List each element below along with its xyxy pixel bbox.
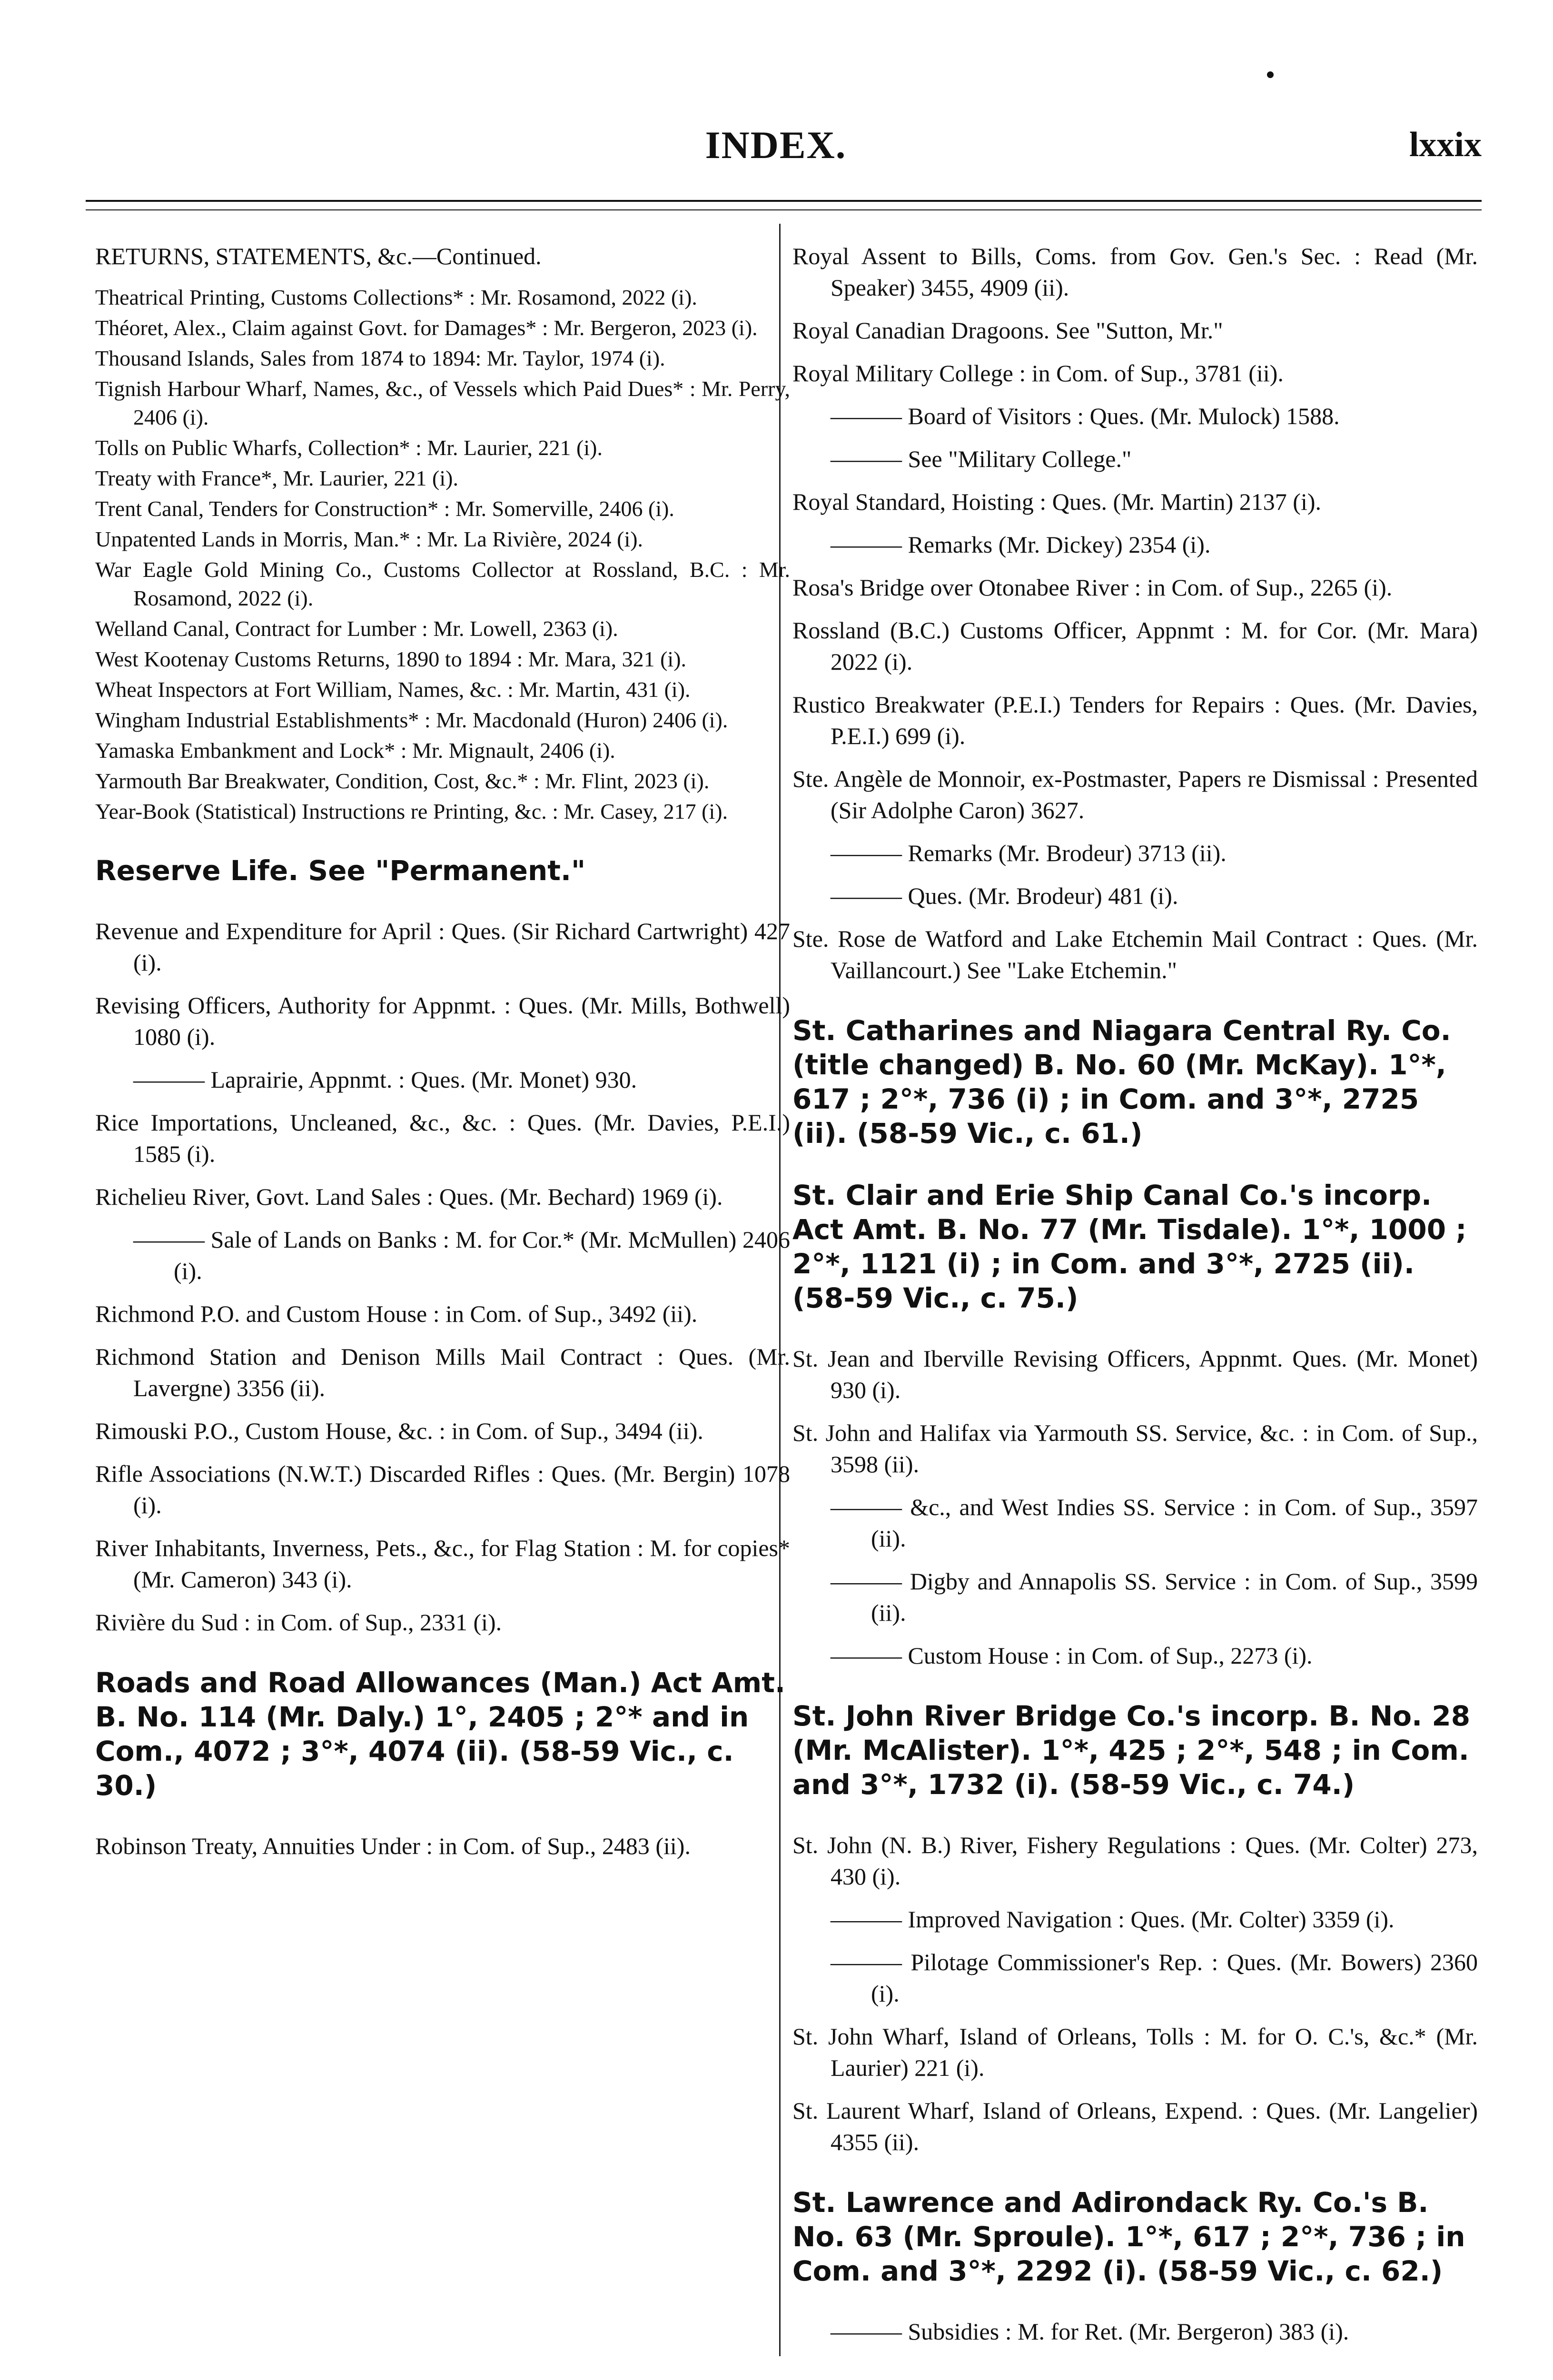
index-entry: War Eagle Gold Mining Co., Customs Collector at Rossland, B.C. : Mr. Rosamond, 2022 (i).	[95, 557, 790, 610]
page-speck	[1267, 71, 1274, 78]
index-entry: Yarmouth Bar Breakwater, Condition, Cost, &c.* : Mr. Flint, 2023 (i).	[95, 769, 710, 793]
index-entry: Rivière du Sud : in Com. of Sup., 2331 (i).	[95, 1609, 502, 1636]
sub-entry: ——— Laprairie, Appnmt. : Ques. (Mr. Monet) 930.	[133, 1066, 637, 1093]
sub-entry: ——— &c., and West Indies SS. Service : in Com. of Sup., 3597 (ii).	[831, 1494, 1478, 1552]
bill-entry: St. John River Bridge Co.'s incorp. B. No. 28 (Mr. McAlister). 1°*, 425 ; 2°*, 548 ; in Com. and 3°*, 1732 (i). (58-59 Vic., c. 74.)	[792, 1700, 1471, 1801]
index-entry: St. John and Halifax via Yarmouth SS. Service, &c. : in Com. of Sup., 3598 (ii).	[792, 1419, 1478, 1478]
sub-entry: ——— See "Military College."	[831, 446, 1132, 472]
index-entry: Trent Canal, Tenders for Construction* : Mr. Somerville, 2406 (i).	[95, 496, 674, 521]
index-entry: Rosa's Bridge over Otonabee River : in Com. of Sup., 2265 (i).	[792, 574, 1393, 601]
index-entry: West Kootenay Customs Returns, 1890 to 1894 : Mr. Mara, 321 (i).	[95, 647, 687, 671]
index-entry: Richmond P.O. and Custom House : in Com. of Sup., 3492 (ii).	[95, 1300, 698, 1327]
index-entry: River Inhabitants, Inverness, Pets., &c., for Flag Station : M. for copies* (Mr. Cameron) 343 (i).	[95, 1535, 790, 1593]
right-column	[792, 240, 1478, 2359]
index-entry: Ste. Rose de Watford and Lake Etchemin Mail Contract : Ques. (Mr. Vaillancourt.) See "Lake Etchemin."	[792, 925, 1478, 983]
index-entry: Royal Military College : in Com. of Sup., 3781 (ii).	[792, 360, 1284, 387]
index-entry: Yamaska Embankment and Lock* : Mr. Mignault, 2406 (i).	[95, 738, 615, 763]
header-rule-thin	[86, 209, 1482, 210]
header-rule-thick	[86, 200, 1482, 202]
index-entry: Revenue and Expenditure for April : Ques. (Sir Richard Cartwright) 427 (i).	[95, 918, 790, 976]
index-entry: Wheat Inspectors at Fort William, Names, &c. : Mr. Martin, 431 (i).	[95, 677, 691, 702]
left-column	[95, 240, 790, 1873]
index-entry: Theatrical Printing, Customs Collections* : Mr. Rosamond, 2022 (i).	[95, 285, 697, 309]
index-entry: Royal Standard, Hoisting : Ques. (Mr. Martin) 2137 (i).	[792, 488, 1321, 515]
index-entry: Year-Book (Statistical) Instructions re Printing, &c. : Mr. Casey, 217 (i).	[95, 799, 728, 823]
bill-entry: St. Clair and Erie Ship Canal Co.'s incorp. Act Amt. B. No. 77 (Mr. Tisdale). 1°*, 1000 ; 2°*, 1121 (i) ; in Com. and 3°*, 2725 (ii). (58-59 Vic., c. 75.)	[792, 1179, 1467, 1314]
index-entry: Rossland (B.C.) Customs Officer, Appnmt : M. for Cor. (Mr. Mara) 2022 (i).	[792, 617, 1478, 675]
index-entry: Unpatented Lands in Morris, Man.* : Mr. La Rivière, 2024 (i).	[95, 527, 643, 551]
index-entry: St. Laurent Wharf, Island of Orleans, Expend. : Ques. (Mr. Langelier) 4355 (ii).	[792, 2097, 1478, 2155]
index-entry: Tignish Harbour Wharf, Names, &c., of Vessels which Paid Dues* : Mr. Perry, 2406 (i).	[95, 377, 790, 429]
index-entry: Rimouski P.O., Custom House, &c. : in Com. of Sup., 3494 (ii).	[95, 1418, 703, 1444]
bill-entry: St. Lawrence and Adirondack Ry. Co.'s B. No. 63 (Mr. Sproule). 1°*, 617 ; 2°*, 736 ; in Com. and 3°*, 2292 (i). (58-59 Vic., c. 62.)	[792, 2186, 1465, 2287]
index-entry: St. John Wharf, Island of Orleans, Tolls : M. for O. C.'s, &c.* (Mr. Laurier) 221 (i).	[792, 2023, 1478, 2081]
index-entry: Treaty with France*, Mr. Laurier, 221 (i).	[95, 466, 458, 490]
index-entry: Rice Importations, Uncleaned, &c., &c. : Ques. (Mr. Davies, P.E.I.) 1585 (i).	[95, 1109, 790, 1167]
sub-entry: ——— Subsidies : M. for Ret. (Mr. Bergeron) 383 (i).	[831, 2318, 1349, 2345]
index-entry: Richmond Station and Denison Mills Mail Contract : Ques. (Mr. Lavergne) 3356 (ii).	[95, 1343, 790, 1401]
index-entry: St. Jean and Iberville Revising Officers, Appnmt. Ques. (Mr. Monet) 930 (i).	[792, 1345, 1478, 1403]
page-title: INDEX.	[705, 123, 847, 167]
sub-entry: ——— Digby and Annapolis SS. Service : in Com. of Sup., 3599 (ii).	[831, 1568, 1478, 1626]
bill-entry: Reserve Life. See "Permanent."	[95, 854, 586, 887]
index-entry: Royal Canadian Dragoons. See "Sutton, Mr."	[792, 317, 1223, 344]
index-entry: Robinson Treaty, Annuities Under : in Com. of Sup., 2483 (ii).	[95, 1833, 691, 1859]
page-number: lxxix	[1409, 125, 1482, 164]
index-entry: Royal Assent to Bills, Coms. from Gov. Gen.'s Sec. : Read (Mr. Speaker) 3455, 4909 (ii).	[792, 243, 1478, 301]
sub-entry: ——— Remarks (Mr. Dickey) 2354 (i).	[831, 531, 1211, 558]
index-entry: Théoret, Alex., Claim against Govt. for Damages* : Mr. Bergeron, 2023 (i).	[95, 316, 758, 340]
index-entry: Tolls on Public Wharfs, Collection* : Mr. Laurier, 221 (i).	[95, 436, 603, 460]
index-entry: Rustico Breakwater (P.E.I.) Tenders for Repairs : Ques. (Mr. Davies, P.E.I.) 699 (i).	[792, 691, 1478, 749]
sub-entry: ——— Pilotage Commissioner's Rep. : Ques. (Mr. Bowers) 2360 (i).	[831, 1949, 1478, 2007]
index-entry: Rifle Associations (N.W.T.) Discarded Rifles : Ques. (Mr. Bergin) 1078 (i).	[95, 1460, 790, 1518]
index-entry: Revising Officers, Authority for Appnmt. : Ques. (Mr. Mills, Bothwell) 1080 (i).	[95, 992, 790, 1050]
index-entry: Richelieu River, Govt. Land Sales : Ques. (Mr. Bechard) 1969 (i).	[95, 1183, 723, 1210]
sub-entry: ——— Improved Navigation : Ques. (Mr. Colter) 3359 (i).	[831, 1906, 1395, 1933]
sub-entry: ——— Ques. (Mr. Brodeur) 481 (i).	[831, 883, 1178, 909]
sub-entry: ——— Sale of Lands on Banks : M. for Cor.* (Mr. McMullen) 2406 (i).	[133, 1226, 790, 1284]
index-entry: Welland Canal, Contract for Lumber : Mr. Lowell, 2363 (i).	[95, 616, 618, 641]
sub-entry: ——— Remarks (Mr. Brodeur) 3713 (ii).	[831, 840, 1227, 866]
index-entry: Thousand Islands, Sales from 1874 to 1894: Mr. Taylor, 1974 (i).	[95, 346, 665, 370]
bill-entry: Roads and Road Allowances (Man.) Act Amt. B. No. 114 (Mr. Daly.) 1°, 2405 ; 2°* and in Com., 4072 ; 3°*, 4074 (ii). (58-59 Vic., c. 30.)	[95, 1666, 785, 1802]
bill-entry: St. Catharines and Niagara Central Ry. Co. (title changed) B. No. 60 (Mr. McKay). 1°*, 617 ; 2°*, 736 (i) ; in Com. and 3°*, 2725 (ii). (58-59 Vic., c. 61.)	[792, 1014, 1451, 1150]
sub-entry: ——— Custom House : in Com. of Sup., 2273 (i).	[831, 1642, 1313, 1669]
index-entry: RETURNS, STATEMENTS, &c.—Continued.	[95, 243, 542, 269]
sub-entry: ——— Board of Visitors : Ques. (Mr. Mulock) 1588.	[831, 403, 1340, 429]
index-entry: Wingham Industrial Establishments* : Mr. Macdonald (Huron) 2406 (i).	[95, 708, 728, 732]
index-entry: Ste. Angèle de Monnoir, ex-Postmaster, Papers re Dismissal : Presented (Sir Adolphe Caron) 3627.	[792, 765, 1478, 823]
index-entry: St. John (N. B.) River, Fishery Regulations : Ques. (Mr. Colter) 273, 430 (i).	[792, 1832, 1478, 1890]
